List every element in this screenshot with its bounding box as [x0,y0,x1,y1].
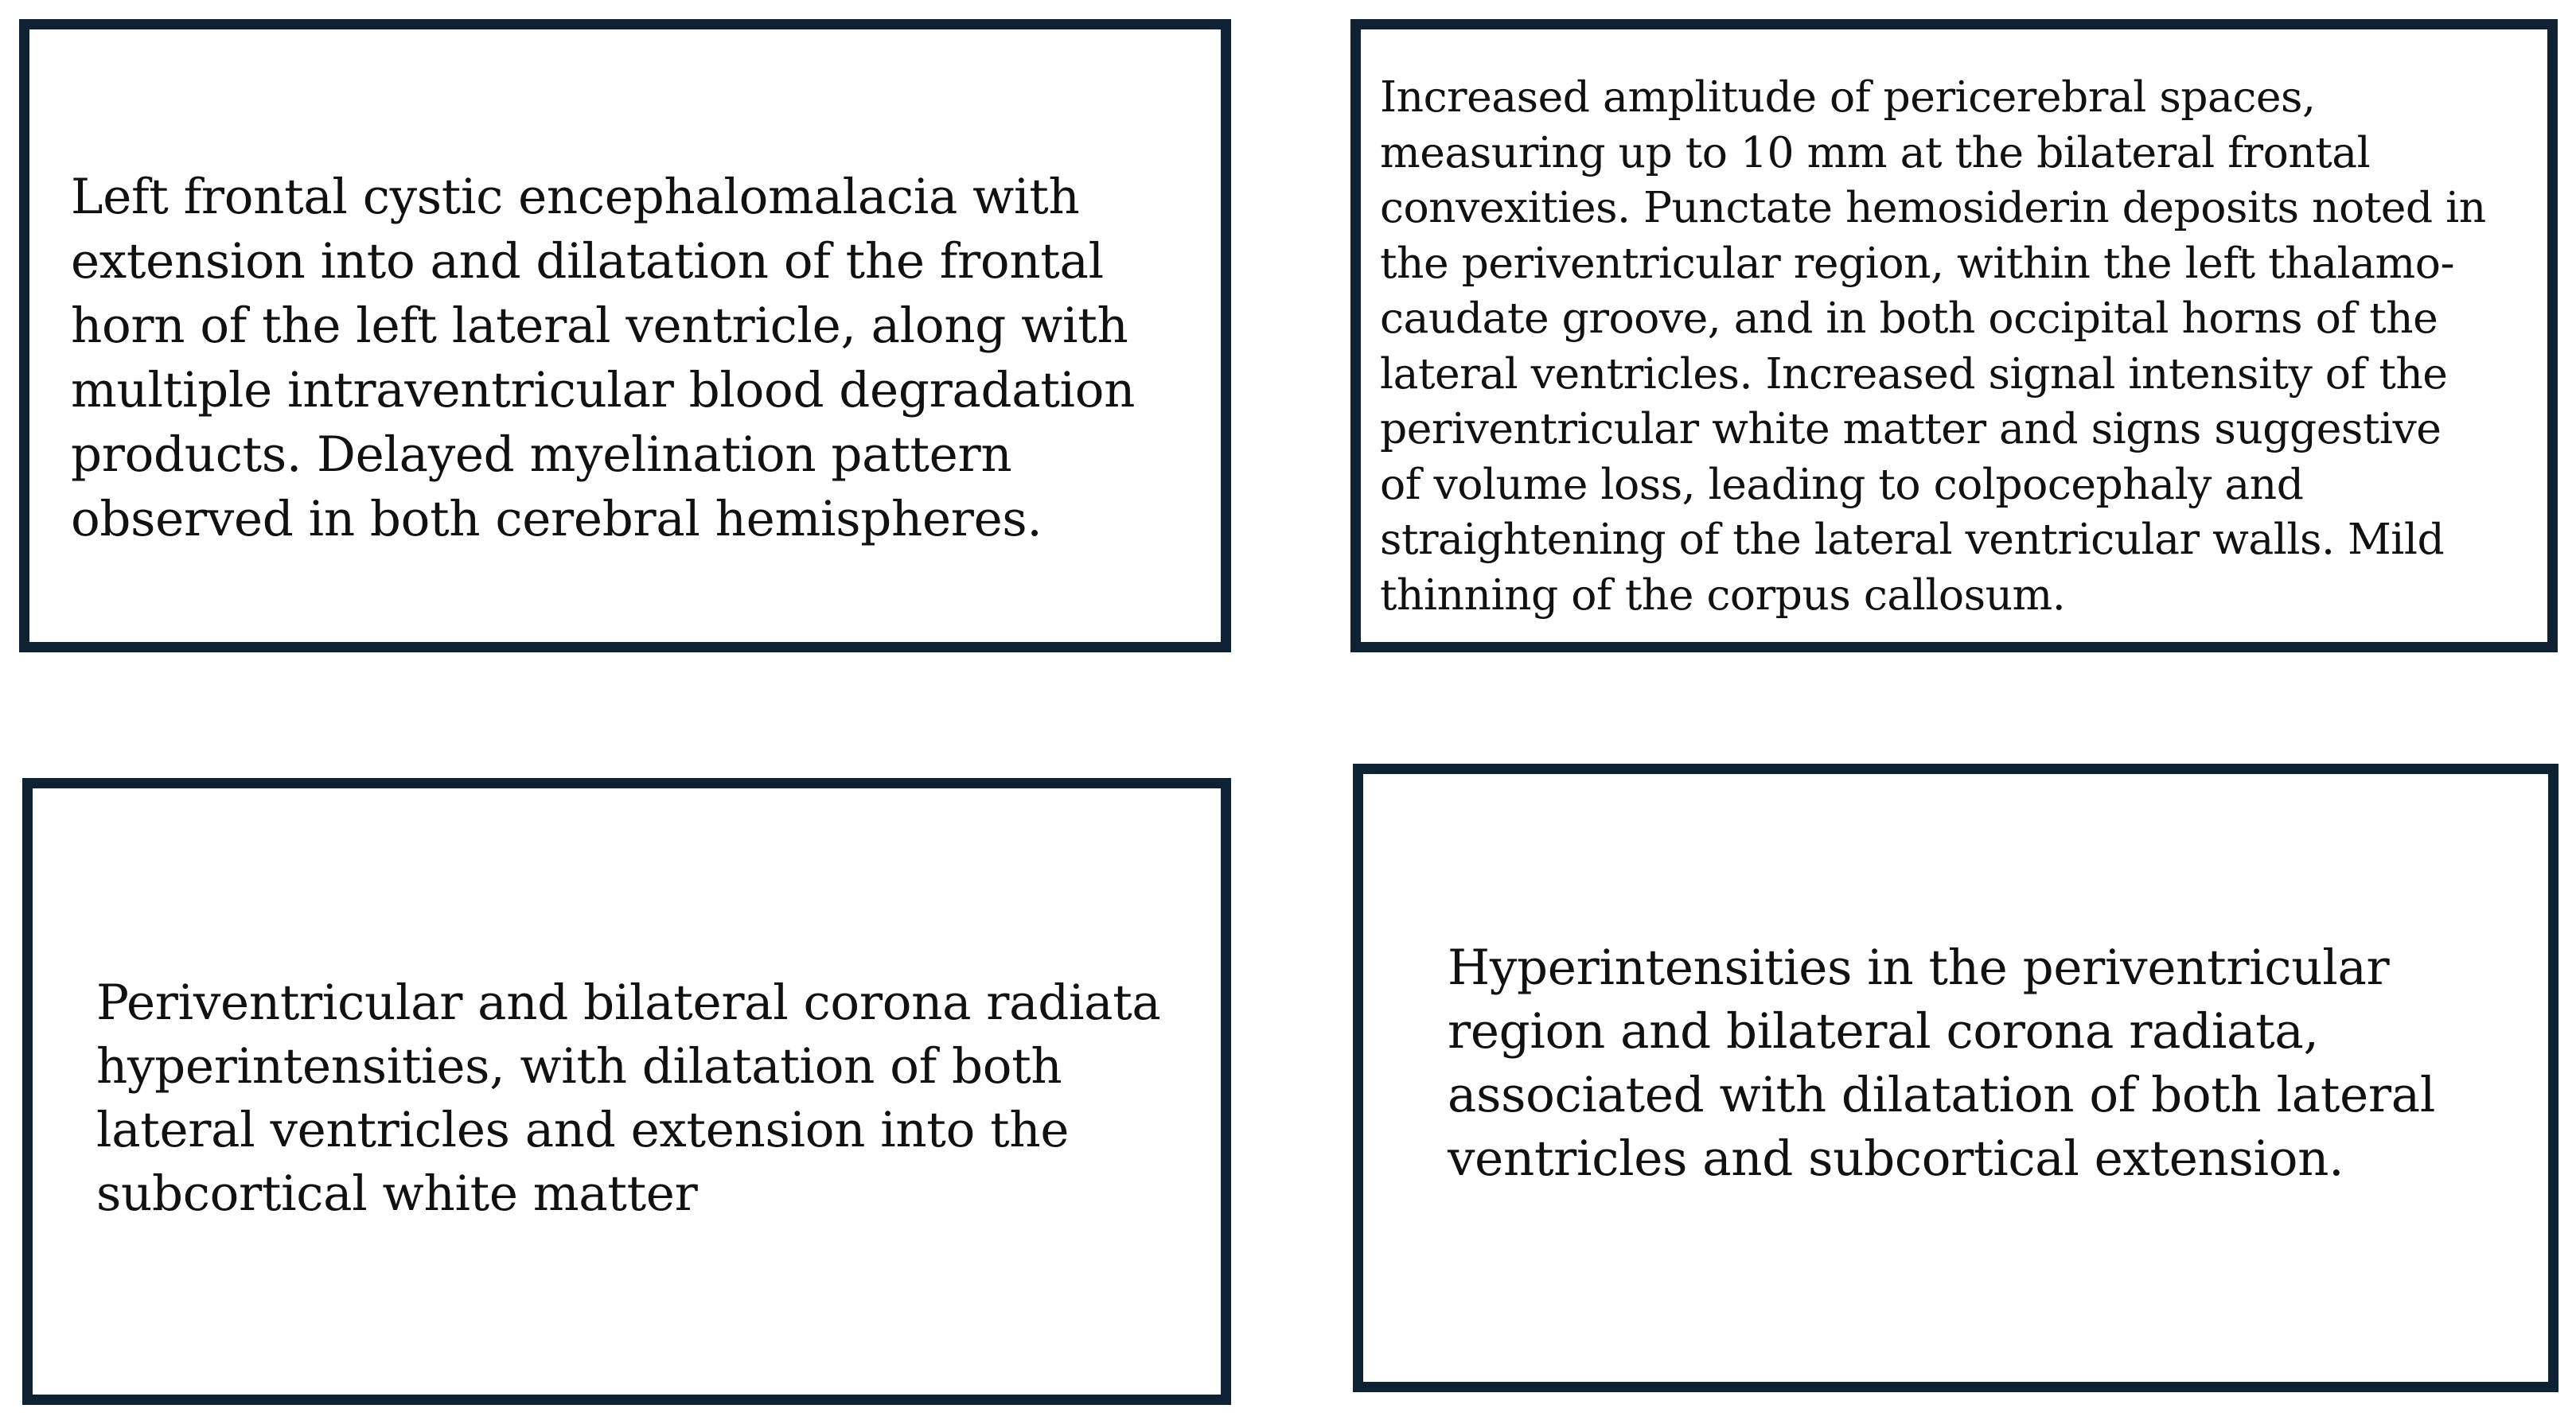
finding-card-top-left [19,19,1231,652]
finding-text: Hyperintensities in the periventricular region and bilateral corona radiata, associated with dilatation of both lateral ventricles and subcortical extension. [1448,940,2436,1187]
finding-text: Periventricular and bilateral corona radiata hyperintensities, with dilatation of both lateral ventricles and extension into the subcortical white matter [96,975,1161,1222]
finding-card-top-right [1350,19,2558,652]
finding-card-bottom-right [1353,764,2558,1392]
finding-text: Increased amplitude of pericerebral spaces, measuring up to 10 mm at the bilateral frontal convexities. Punctate hemosiderin deposits noted in the periventricular region, within the left thalamo- caudate groove, and in both occipital horns of the lateral ventricles. Increased signal intensity of the periventricular white matter and signs suggestive of volume loss, leading to colpocephaly and straightening of the lateral ventricular walls. Mild thinning of the corpus callosum. [1380,72,2486,620]
finding-text: Left frontal cystic encephalomalacia with extension into and dilatation of the frontal horn of the left lateral ventricle, along with multiple intraventricular blood degradation products. Delayed myelination pattern observed in both cerebral hemispheres. [71,169,1136,547]
finding-card-bottom-left [22,778,1231,1405]
